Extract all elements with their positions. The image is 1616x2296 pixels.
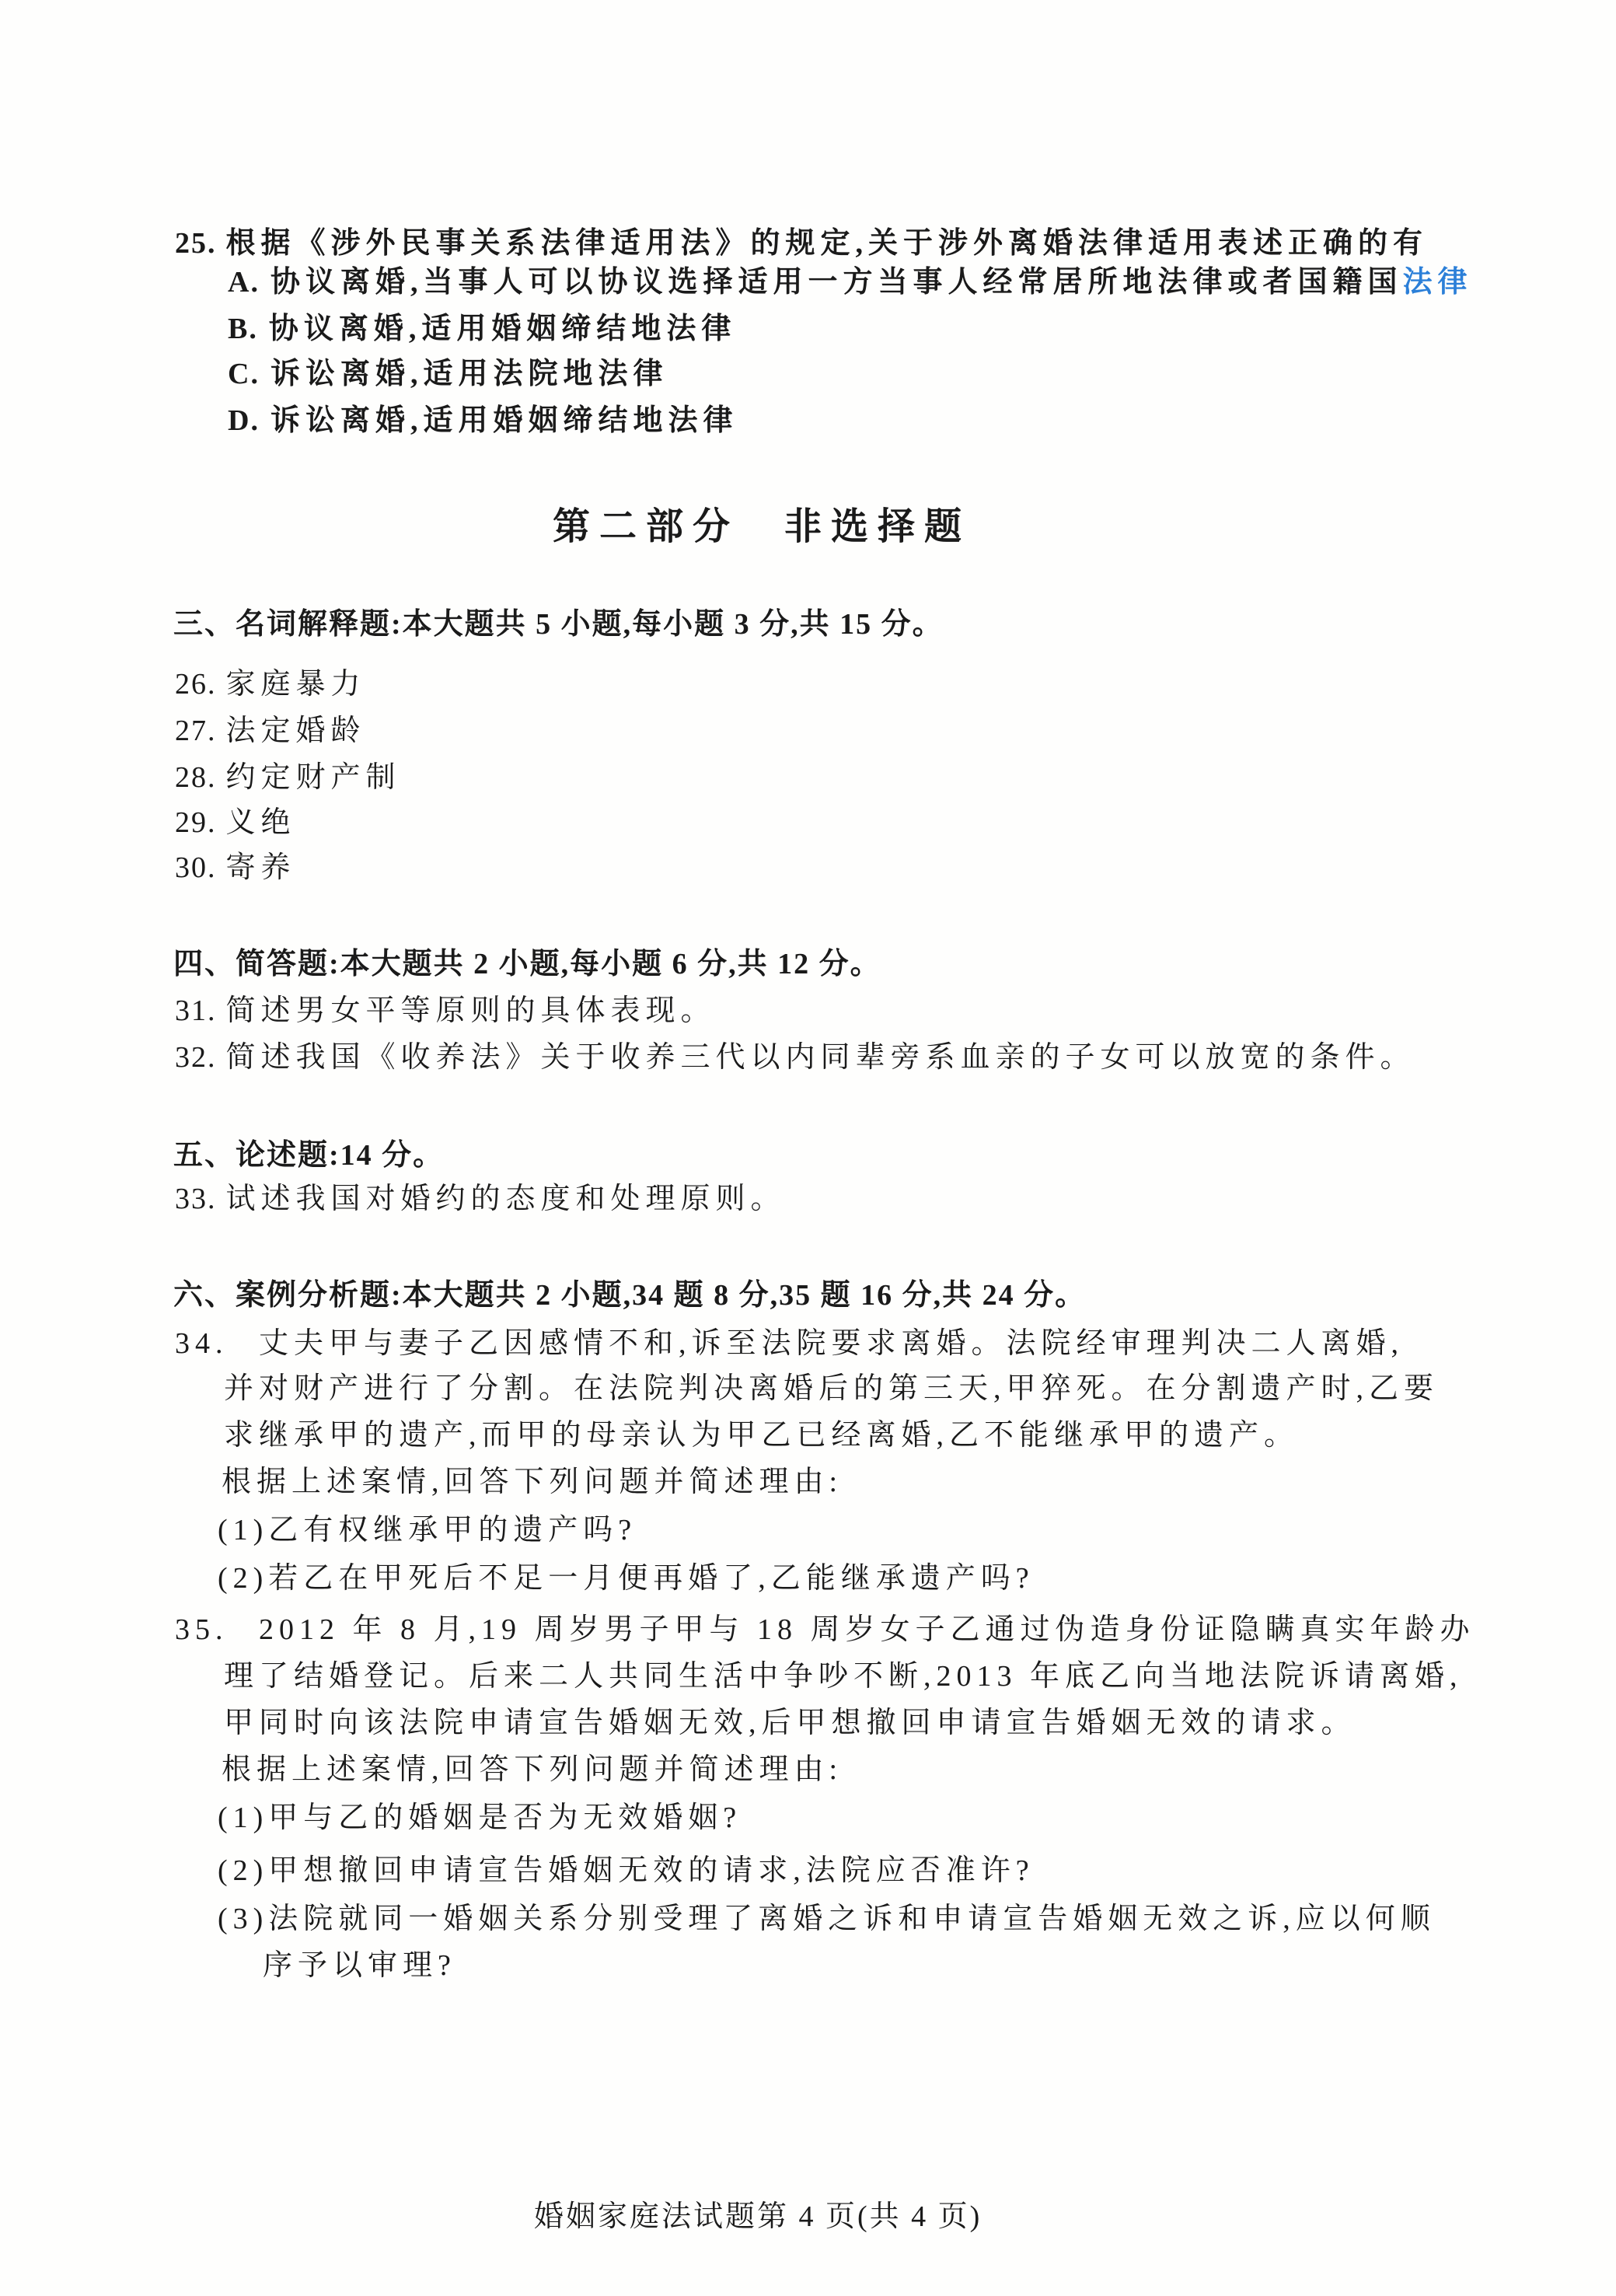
option-a-text: 协议离婚,当事人可以协议选择适用一方当事人经常居所地法律或者国籍国: [270, 266, 1403, 299]
item-31-text: 简述男女平等原则的具体表现。: [225, 994, 716, 1027]
part2-heading-left: 第二部分: [553, 506, 740, 547]
item-27-number: 27.: [175, 715, 217, 747]
page-footer: 婚姻家庭法试题第 4 页(共 4 页): [534, 2200, 983, 2233]
case-34-line-3: 求继承甲的遗产,而甲的母亲认为甲乙已经离婚,乙不能继承甲的遗产。: [224, 1419, 1300, 1452]
item-30-text: 寄养: [225, 851, 296, 884]
section5-intro: 五、论述题:14 分。: [173, 1139, 445, 1172]
question-25: [175, 225, 1428, 263]
option-b-text: 协议离婚,适用婚姻缔结地法律: [268, 313, 737, 345]
item-29: [175, 805, 296, 842]
case-34-subquestion-2: (2)若乙在甲死后不足一月便再婚了,乙能继承遗产吗?: [218, 1562, 1035, 1595]
case-34-prompt: 根据上述案情,回答下列问题并简述理由:: [222, 1466, 843, 1498]
option-a-label: A.: [228, 266, 260, 299]
case-35-prompt: 根据上述案情,回答下列问题并简述理由:: [222, 1753, 843, 1786]
case-35-subquestion-2: (2)甲想撤回申请宣告婚姻无效的请求,法院应否准许?: [218, 1854, 1035, 1887]
question-25-option-a: [228, 264, 1472, 302]
question-25-option-b: [228, 311, 736, 348]
case-35-line-1: 2012 年 8 月,19 周岁男子甲与 18 周岁女子乙通过伪造身份证隐瞒真实年龄办: [259, 1613, 1475, 1646]
option-c-label: C.: [228, 358, 260, 390]
case-34-line-1: 丈夫甲与妻子乙因感情不和,诉至法院要求离婚。法院经审理判决二人离婚,: [259, 1327, 1405, 1360]
item-32-number: 32.: [175, 1041, 217, 1074]
case-35-line-3: 甲同时向该法院申请宣告婚姻无效,后甲想撤回申请宣告婚姻无效的请求。: [224, 1707, 1356, 1739]
case-35-number: 35.: [175, 1613, 229, 1646]
question-25-stem: 根据《涉外民事关系法律适用法》的规定,关于涉外离婚法律适用表述正确的有: [225, 227, 1429, 260]
item-32: [175, 1040, 1415, 1077]
item-27: [175, 713, 366, 750]
case-35-subquestion-3-line-1: (3)法院就同一婚姻关系分别受理了离婚之诉和申请宣告婚姻无效之诉,应以何顺: [218, 1903, 1436, 1935]
option-d-label: D.: [228, 404, 260, 437]
question-25-number: 25.: [175, 227, 217, 260]
question-25-option-d: [228, 403, 738, 440]
option-d-text: 诉讼离婚,适用婚姻缔结地法律: [270, 404, 738, 437]
part2-heading: [553, 496, 971, 550]
case-34-number: 34.: [175, 1327, 229, 1360]
item-33: [175, 1181, 786, 1218]
item-28: [175, 760, 401, 797]
option-a-blue-scan-artifact-text: 法律: [1402, 266, 1473, 299]
case-35-line-2: 理了结婚登记。后来二人共同生活中争吵不断,2013 年底乙向当地法院诉请离婚,: [224, 1660, 1463, 1693]
section4-intro: 四、简答题:本大题共 2 小题,每小题 6 分,共 12 分。: [173, 948, 881, 980]
section3-intro: 三、名词解释题:本大题共 5 小题,每小题 3 分,共 15 分。: [173, 608, 944, 641]
item-33-number: 33.: [175, 1183, 217, 1215]
item-31-number: 31.: [175, 994, 217, 1027]
part2-heading-right: 非选择题: [784, 506, 972, 547]
option-c-text: 诉讼离婚,适用法院地法律: [270, 358, 668, 390]
item-26-number: 26.: [175, 668, 217, 701]
item-27-text: 法定婚龄: [225, 715, 366, 747]
item-26-text: 家庭暴力: [225, 668, 366, 701]
section6-intro: 六、案例分析题:本大题共 2 小题,34 题 8 分,35 题 16 分,共 24 分。: [173, 1279, 1087, 1312]
case-34-subquestion-1: (1)乙有权继承甲的遗产吗?: [218, 1514, 637, 1546]
case-35-subquestion-1: (1)甲与乙的婚姻是否为无效婚姻?: [218, 1802, 742, 1834]
item-28-number: 28.: [175, 761, 217, 794]
item-26: [175, 666, 366, 704]
item-32-text: 简述我国《收养法》关于收养三代以内同辈旁系血亲的子女可以放宽的条件。: [225, 1041, 1415, 1074]
item-33-text: 试述我国对婚约的态度和处理原则。: [225, 1183, 786, 1215]
question-25-option-c: [228, 356, 668, 393]
item-30: [175, 850, 296, 887]
item-31: [175, 993, 716, 1030]
item-28-text: 约定财产制: [225, 761, 401, 794]
option-b-label: B.: [228, 313, 258, 345]
case-34-line-2: 并对财产进行了分割。在法院判决离婚后的第三天,甲猝死。在分割遗产时,乙要: [224, 1372, 1440, 1405]
item-29-text: 义绝: [225, 806, 296, 839]
item-30-number: 30.: [175, 851, 217, 884]
item-29-number: 29.: [175, 806, 217, 839]
case-35-subquestion-3-line-2: 序予以审理?: [263, 1949, 456, 1982]
